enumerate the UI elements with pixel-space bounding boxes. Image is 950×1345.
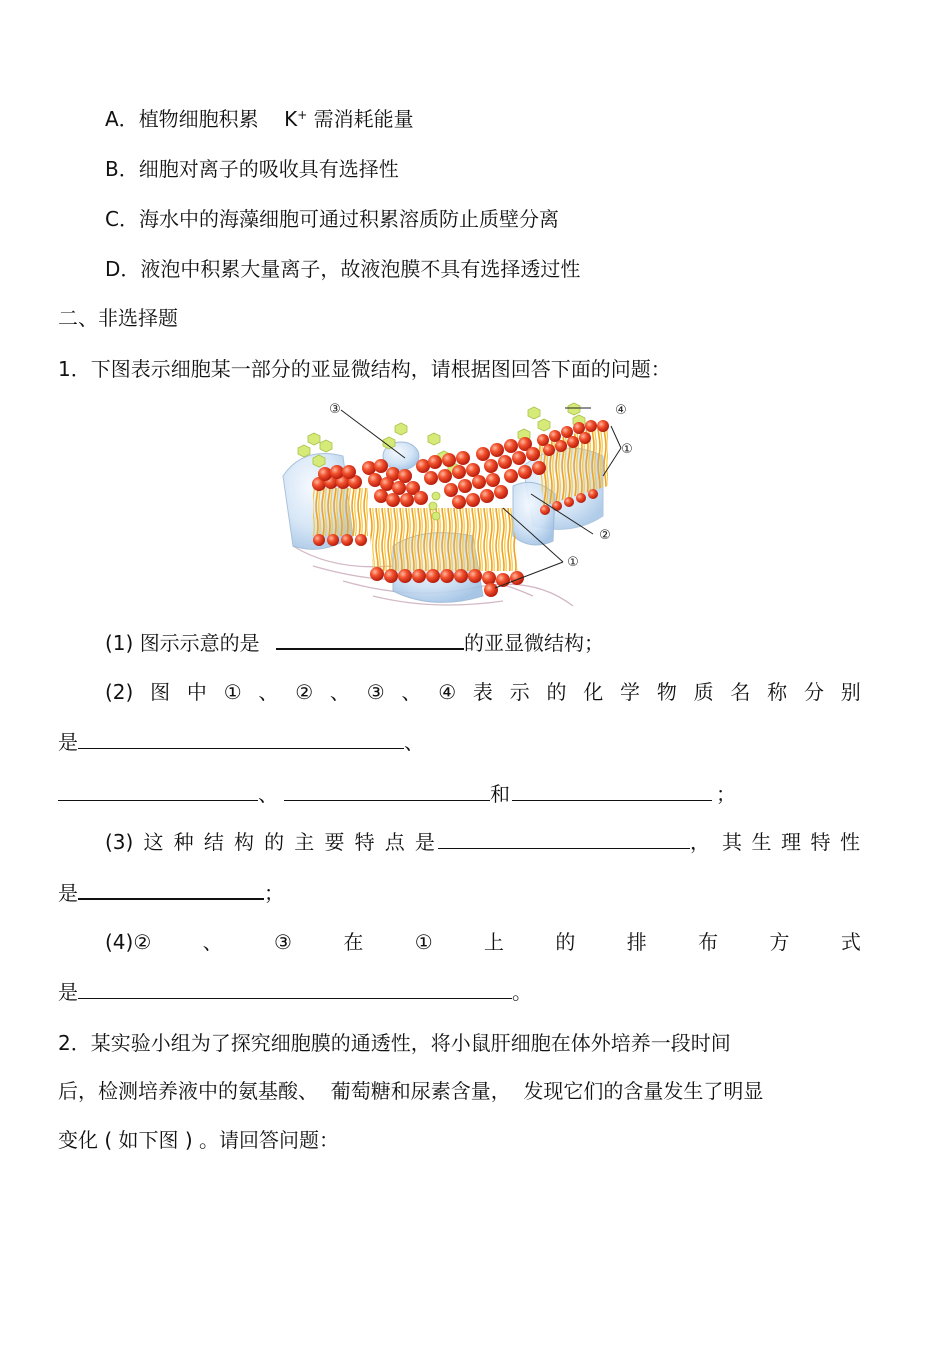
q1-part-3-token: 特 (810, 830, 831, 854)
q1-part-2-token: ④ (438, 680, 457, 704)
option-a-text: 植物细胞积累 (138, 107, 259, 131)
q1-part-4-token: 式 (840, 930, 861, 954)
q1-part-4-token: (4)② (105, 930, 152, 954)
q1-part-2-token: 学 (620, 680, 641, 704)
cell-membrane-figure (273, 396, 643, 618)
answer-blank-7[interactable] (78, 878, 264, 900)
q1-part-2-token: 表 (472, 680, 493, 704)
answer-blank-3[interactable] (58, 780, 258, 801)
option-a (105, 105, 414, 133)
label-1-top: ① (621, 442, 633, 457)
q1-part-4-line-2 (58, 978, 532, 1006)
section-heading: 二、非选择题 (58, 306, 178, 330)
option-b-text: 细胞对离子的吸收具有选择性 (138, 157, 399, 181)
option-c (105, 205, 559, 233)
q1-part-4-token: 上 (484, 930, 505, 954)
separator: 、 (404, 730, 424, 754)
option-a-ion: K (284, 107, 298, 131)
q1-part-4-token: 排 (626, 930, 647, 954)
option-c-letter: C． (105, 207, 139, 231)
q1-part-2-token: ① (223, 680, 242, 704)
option-a-charge: + (297, 108, 308, 122)
q1-part-3-blank-wrap (438, 828, 710, 856)
q1-part-1-tail: 的亚显微结构； (464, 631, 605, 655)
q1-part-2-token: 名 (730, 680, 751, 704)
q1-part-3-token: 这 (143, 830, 164, 854)
question-2-text-1: 某实验小组为了探究细胞膜的通透性，将小鼠肝细胞在体外培养一段时间 (90, 1031, 731, 1055)
q1-part-2-token: (2) (105, 680, 134, 704)
question-2-line-2: 后，检测培养液中的氨基酸、 葡萄糖和尿素含量， 发现它们的含量发生了明显 (58, 1079, 764, 1103)
q1-part-3-line (105, 828, 435, 856)
q1-part-4-token: 、 (202, 930, 223, 954)
q1-part-2-token: 、 (329, 680, 350, 704)
option-d-letter: D． (105, 257, 141, 281)
q1-part-2-token: 物 (656, 680, 677, 704)
q1-part-3-token: 其 (722, 830, 742, 854)
q1-part-3-token: 构 (233, 830, 254, 854)
q1-part-3-token: 特 (354, 830, 375, 854)
option-d (105, 255, 580, 283)
q1-part-2-token: 、 (401, 680, 422, 704)
label-4: ④ (615, 403, 627, 418)
q1-part-2-token: 别 (840, 680, 861, 704)
q1-part-3-token: 生 (751, 830, 772, 854)
q1-part-4-line (105, 928, 861, 956)
q1-part-3-line-2 (58, 878, 284, 907)
q1-part-3-token: 点 (384, 830, 405, 854)
answer-blank-1[interactable] (276, 628, 464, 650)
option-b-letter: B． (105, 157, 139, 181)
semicolon: ； (264, 881, 284, 905)
q1-part-4-lead: 是 (58, 980, 78, 1004)
q1-part-4-token: 在 (343, 930, 364, 954)
q1-part-2-line-2 (58, 728, 424, 756)
q1-part-2-line (105, 678, 861, 706)
option-c-text: 海水中的海藻细胞可通过积累溶质防止质壁分离 (138, 207, 559, 231)
conjunction-he: 和 (490, 782, 510, 806)
q1-part-2-token: 分 (803, 680, 824, 704)
q1-part-4-token: ① (414, 930, 433, 954)
answer-blank-6[interactable] (438, 828, 690, 849)
option-a-letter: A． (105, 107, 139, 131)
option-b (105, 155, 399, 183)
option-d-text: 液泡中积累大量离子，故液泡膜不具有选择透过性 (140, 257, 581, 281)
q1-part-2-token: 的 (546, 680, 567, 704)
q1-part-3-line-b (722, 828, 860, 856)
q1-part-4-token: ③ (274, 930, 292, 954)
q1-part-1 (105, 628, 604, 657)
question-2-number: 2． (58, 1031, 91, 1055)
q1-part-3-token: 结 (203, 830, 224, 854)
q1-part-2-token: 图 (150, 680, 171, 704)
q1-part-2-token: ② (295, 680, 314, 704)
question-2-line-1 (58, 1029, 731, 1057)
question-1-text: 下图表示细胞某一部分的亚显微结构，请根据图回答下面的问题： (90, 357, 671, 381)
q1-part-2-token: 化 (583, 680, 604, 704)
answer-blank-5[interactable] (512, 780, 712, 801)
q1-part-3-lead: 是 (58, 881, 78, 905)
separator: 、 (258, 782, 278, 806)
q1-part-3-token: 的 (264, 830, 285, 854)
q1-part-2-lead: 是 (58, 730, 78, 754)
period: 。 (512, 980, 532, 1004)
q1-part-1-lead: (1) 图示示意的是 (105, 631, 260, 655)
question-2-line-3: 变化 ( 如下图 ) 。请回答问题： (58, 1128, 340, 1152)
q1-part-4-token: 布 (698, 930, 719, 954)
label-3: ③ (329, 402, 341, 417)
semicolon: ； (716, 782, 736, 806)
q1-part-2-token: 中 (186, 680, 207, 704)
q1-part-4-token: 的 (555, 930, 576, 954)
answer-blank-4[interactable] (284, 780, 490, 801)
q1-part-2-token: 示 (509, 680, 530, 704)
q1-part-2-token: 、 (258, 680, 279, 704)
q1-part-2-line-3 (58, 780, 736, 808)
label-2: ② (599, 528, 611, 543)
q1-part-3-token: 理 (781, 830, 801, 854)
comma: ， (690, 830, 710, 854)
option-a-text-2: 需消耗能量 (313, 107, 414, 131)
answer-blank-8[interactable] (78, 978, 512, 999)
q1-part-3-token: 主 (294, 830, 315, 854)
q1-part-2-token: 质 (693, 680, 714, 704)
question-1-number: 1． (58, 357, 91, 381)
q1-part-3-token: 种 (173, 830, 194, 854)
label-1-bottom: ① (567, 555, 579, 570)
q1-part-2-token: 称 (767, 680, 788, 704)
q1-part-3-token: 性 (840, 830, 860, 854)
answer-blank-2[interactable] (78, 728, 404, 749)
question-1-stem (58, 355, 671, 383)
q1-part-4-token: 方 (769, 930, 790, 954)
q1-part-2-token: ③ (366, 680, 385, 704)
q1-part-3-token: 要 (324, 830, 345, 854)
q1-part-3-token: 是 (414, 830, 435, 854)
q1-part-3-token: (3) (105, 830, 134, 854)
